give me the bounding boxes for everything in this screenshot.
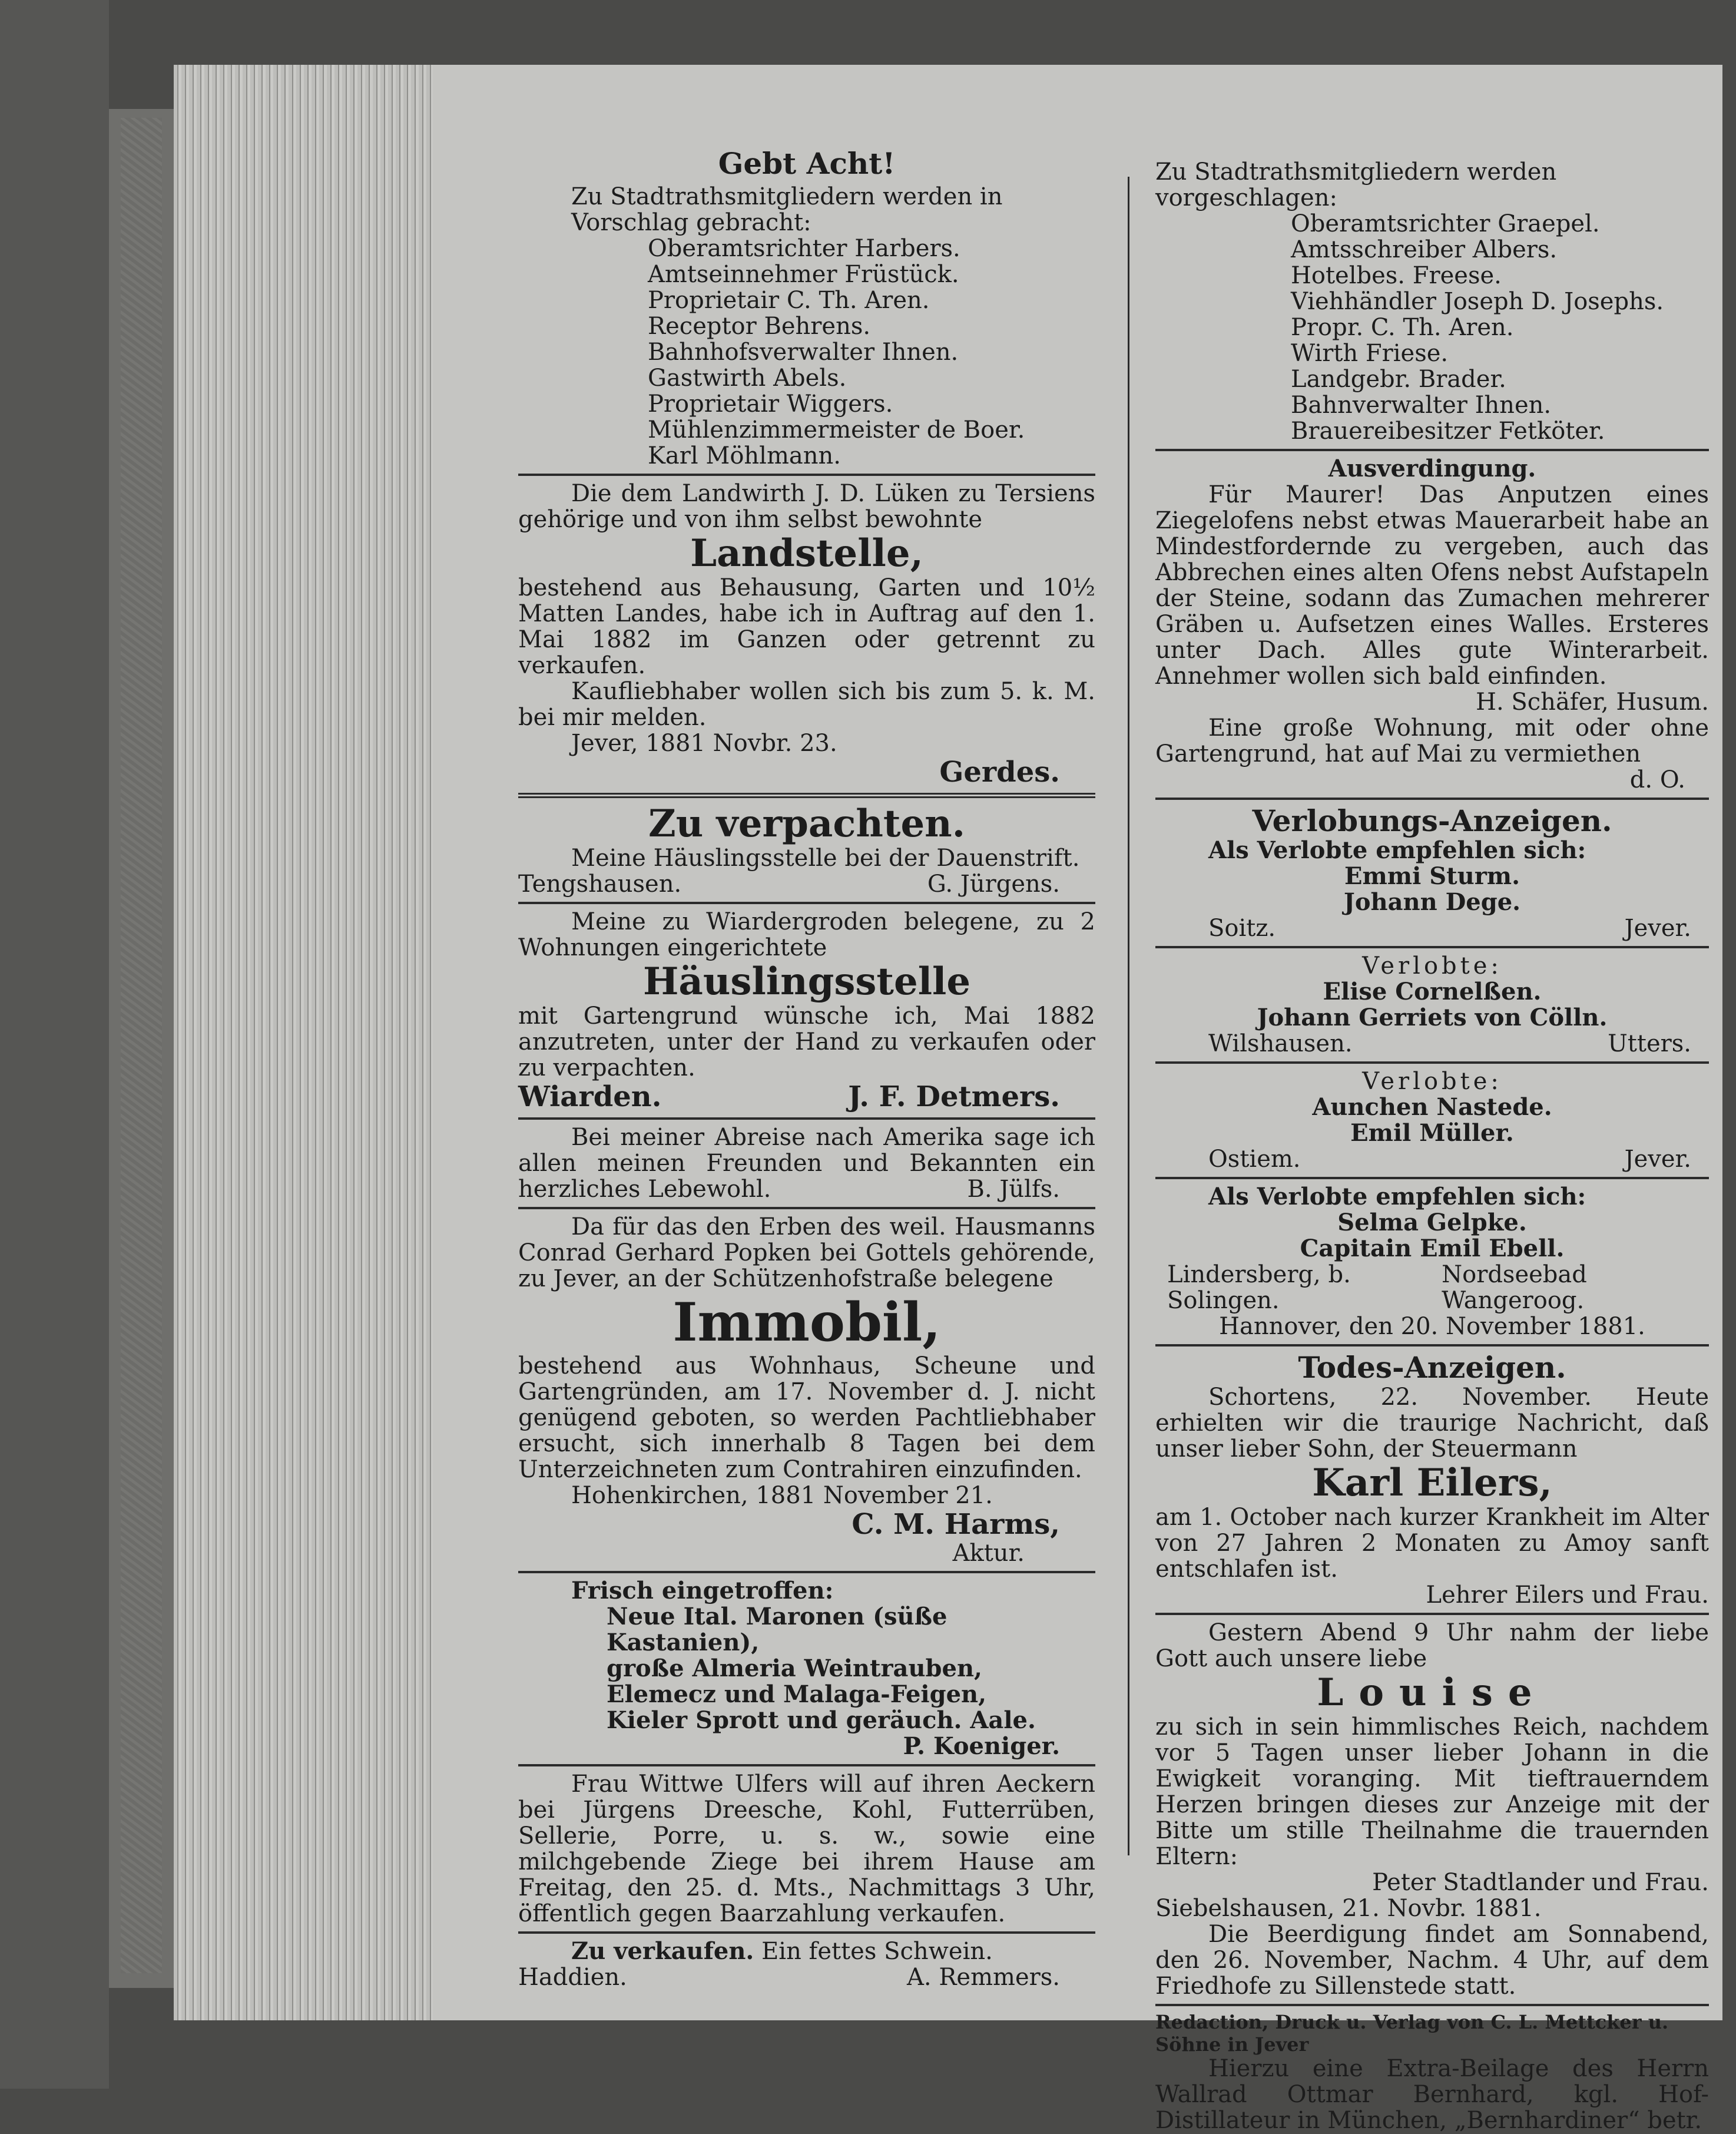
ad-place: Utters. — [1608, 1030, 1691, 1057]
product-list-item: Elemecz und Malaga-Feigen, — [607, 1680, 987, 1708]
ad-body: am 1. October nach kurzer Krankheit im Alter von 27 Jahren 2 Monaten zu Amoy sanft entschlafen ist. — [1155, 1504, 1709, 1583]
scan-background — [0, 0, 109, 2089]
ad-title: Zu verpachten. — [648, 802, 965, 846]
ad-body: Kaufliebhaber wollen sich bis zum 5. k. M. bei mir melden. — [518, 678, 1095, 731]
page-stack-edge — [174, 65, 433, 2020]
candidate-list-item: Proprietair C. Th. Aren. — [648, 287, 930, 314]
ad-body: zu sich in sein himmlisches Reich, nachdem vor 5 Tagen unser lieber Johann in die Ewigkeit voranging. Mit tieftrauerndem Herzen bringen dieses zur Anzeige mit der Bitte um stille Theilnahme die trauernden Eltern: — [1155, 1713, 1709, 1870]
product-list-item: Neue Ital. Maronen (süße Kastanien), — [607, 1603, 947, 1656]
section-title: Verlobungs-Anzeigen. — [1252, 803, 1612, 838]
ad-intro: Meine zu Wiardergroden belegene, zu 2 Wohnungen eingerichtete — [518, 908, 1095, 961]
ad-place: Lindersberg, b. Solingen. — [1167, 1261, 1351, 1314]
betrothed-name: Johann Dege. — [1343, 888, 1521, 916]
candidate-list-item: Gastwirth Abels. — [648, 365, 847, 392]
ad-body: Für Maurer! Das Anputzen eines Ziegelofens nebst etwas Mauerarbeit habe an Mindestfordernde zu vergeben, auch das Abbrechen eines alten Ofens nebst Aufstapeln der Steine, sodann das Zumachen mehrerer Gräben u. Aufsetzen eines Walles. Ersteres unter Dach. Alles gute Winterarbeit. Annehmer wollen sich bald einfinden. — [1155, 481, 1709, 690]
ad-body: Bei meiner Abreise nach Amerika sage ich allen meinen Freunden und Bekannten ein herzliches Lebewohl. — [518, 1124, 1095, 1203]
ad-intro: Schortens, 22. November. Heute erhielten wir die traurige Nachricht, daß unser lieber Sohn, der Steuermann — [1155, 1384, 1709, 1463]
ad-signature: Lehrer Eilers und Frau. — [1426, 1582, 1709, 1609]
candidate-list-item: Receptor Behrens. — [648, 313, 871, 340]
ad-signature: J. F. Detmers. — [848, 1080, 1060, 1113]
ad-signature: P. Koeniger. — [903, 1732, 1060, 1760]
section-title: Todes-Anzeigen. — [1298, 1350, 1566, 1385]
ad-separator — [518, 1931, 1095, 1934]
ad-body: mit Gartengrund wünsche ich, Mai 1882 anzutreten, unter der Hand zu verkaufen oder zu verpachten. — [518, 1003, 1095, 1081]
ad-body: Ein fettes Schwein. — [761, 1938, 993, 1965]
right-column — [1155, 147, 1709, 2133]
ad-separator — [1155, 1613, 1709, 1615]
candidate-list-item: Karl Möhlmann. — [648, 442, 841, 469]
imprint: Redaction, Druck u. Verlag von C. L. Mettcker u. Söhne in Jever — [1155, 2011, 1669, 2056]
ad-separator — [518, 793, 1095, 798]
left-column — [518, 147, 1095, 1990]
ad-footer — [1155, 1262, 1709, 1314]
ad-title: Immobil, — [672, 1291, 941, 1354]
deceased-name: Louise — [1317, 1670, 1548, 1715]
ad-body: Die Beerdigung findet am Sonnabend, den 26. November, Nachm. 4 Uhr, auf dem Friedhofe zu Sillenstede statt. — [1155, 1921, 1709, 2000]
candidate-list-item: Amtsschreiber Albers. — [1291, 236, 1558, 263]
ad-footer — [518, 1964, 1095, 1990]
ad-title: Zu verkaufen. — [571, 1937, 754, 1965]
betrothed-name: Emmi Sturm. — [1344, 862, 1520, 890]
book-cover-texture — [121, 118, 162, 1973]
ad-place: Soitz. — [1208, 915, 1276, 942]
ad-separator — [518, 1764, 1095, 1766]
candidate-list-item: Mühlenzimmermeister de Boer. — [648, 416, 1025, 444]
ad-body: Eine große Wohnung, mit oder ohne Gartengrund, hat auf Mai zu vermiethen — [1155, 714, 1709, 767]
betrothed-name: Elise Cornelßen. — [1323, 978, 1542, 1005]
candidate-list-item: Propr. C. Th. Aren. — [1291, 314, 1514, 341]
ad-separator — [1155, 449, 1709, 451]
ad-title: Verlobte: — [1362, 952, 1502, 980]
betrothed-name: Capitain Emil Ebell. — [1300, 1235, 1565, 1262]
ad-separator — [1155, 2004, 1709, 2006]
ad-body: bestehend aus Wohnhaus, Scheune und Gartengründen, am 17. November d. J. nicht genügend geboten, so werden Pachtliebhaber ersucht, sich innerhalb 8 Tagen bei dem Unterzeichneten zum Contrahiren einzufinden. — [518, 1352, 1095, 1483]
ad-title: Landstelle, — [690, 531, 923, 575]
ad-footer — [518, 1081, 1095, 1113]
ad-title: Gebt Acht! — [718, 146, 896, 181]
ad-place: Wiarden. — [518, 1080, 662, 1113]
ad-signature: Gerdes. — [939, 756, 1060, 789]
ad-signature: A. Remmers. — [907, 1964, 1060, 1991]
column-divider — [1128, 177, 1129, 1855]
ad-title: Frisch eingetroffen: — [571, 1577, 834, 1604]
ad-signature: C. M. Harms, — [852, 1508, 1060, 1541]
ad-intro: Zu Stadtrathsmitgliedern werden in Vorschlag gebracht: — [571, 183, 1003, 236]
ad-separator — [1155, 1344, 1709, 1346]
ad-intro: Als Verlobte empfehlen sich: — [1208, 1183, 1586, 1210]
ad-title: Verlobte: — [1362, 1068, 1502, 1095]
ad-title: Ausverdingung. — [1328, 455, 1536, 482]
ad-separator — [518, 1207, 1095, 1209]
ad-signature: Peter Stadtlander und Frau. — [1372, 1869, 1709, 1896]
betrothed-name: Selma Gelpke. — [1337, 1209, 1527, 1236]
ad-footer — [1155, 915, 1709, 941]
ad-place-date: Hannover, den 20. November 1881. — [1219, 1313, 1645, 1340]
candidate-list-item: Viehhändler Joseph D. Josephs. — [1291, 288, 1664, 315]
ad-place: Jever. — [1624, 915, 1691, 942]
ad-separator — [1155, 1061, 1709, 1064]
candidate-list-item: Wirth Friese. — [1291, 340, 1449, 367]
candidate-list-item: Bahnhofsverwalter Ihnen. — [648, 339, 959, 366]
ad-separator — [518, 1571, 1095, 1573]
ad-signature: d. O. — [1629, 766, 1685, 793]
ad-place-date: Siebelshausen, 21. Novbr. 1881. — [1155, 1895, 1542, 1922]
ad-body-line — [518, 1938, 1095, 1964]
ad-footer — [518, 871, 1095, 897]
candidate-list-item: Proprietair Wiggers. — [648, 391, 893, 418]
ad-place: Jever. — [1624, 1146, 1691, 1173]
ad-place: Nordseebad Wangeroog. — [1442, 1261, 1587, 1314]
candidate-list-item: Bahnverwalter Ihnen. — [1291, 392, 1552, 419]
ad-body: Meine Häuslingsstelle bei der Dauenstrift. — [571, 845, 1080, 872]
ad-signature: H. Schäfer, Husum. — [1476, 689, 1709, 716]
candidate-list-item: Oberamtsrichter Harbers. — [648, 235, 960, 262]
ad-intro: Die dem Landwirth J. D. Lüken zu Tersiens gehörige und von ihm selbst bewohnte — [518, 480, 1095, 533]
ad-separator — [518, 902, 1095, 904]
ad-place: Haddien. — [518, 1964, 627, 1991]
ad-place-date: Jever, 1881 Novbr. 23. — [571, 730, 837, 757]
ad-signature: G. Jürgens. — [927, 871, 1060, 898]
supplement-note: Hierzu eine Extra-Beilage des Herrn Wallrad Ottmar Bernhard, kgl. Hof-Distillateur in München, „Bernhardiner“ betr. — [1155, 2055, 1709, 2134]
betrothed-name: Emil Müller. — [1350, 1119, 1514, 1147]
ad-footer — [1155, 1146, 1709, 1172]
ad-place: Tengshausen. — [518, 871, 682, 898]
candidate-list-item: Hotelbes. Freese. — [1291, 262, 1502, 289]
ad-separator — [1155, 798, 1709, 800]
ad-separator — [518, 474, 1095, 476]
candidate-list-item: Oberamtsrichter Graepel. — [1291, 210, 1600, 237]
product-list-item: Kieler Sprott und geräuch. Aale. — [607, 1706, 1036, 1734]
ad-intro: Zu Stadtrathsmitgliedern werden vorgeschlagen: — [1155, 158, 1557, 211]
ad-place: Wilshausen. — [1208, 1030, 1353, 1057]
ad-place: Ostiem. — [1208, 1146, 1301, 1173]
ad-intro: Da für das den Erben des weil. Hausmanns Conrad Gerhard Popken bei Gottels gehörende, zu Jever, an der Schützenhofstraße belegene — [518, 1213, 1095, 1292]
ad-title: Häuslingsstelle — [642, 960, 971, 1004]
deceased-name: Karl Eilers, — [1312, 1461, 1552, 1505]
candidate-list-item: Amtseinnehmer Früstück. — [648, 261, 959, 288]
ad-intro: Gestern Abend 9 Uhr nahm der liebe Gott auch unsere liebe — [1155, 1619, 1709, 1672]
ad-signature-title: Aktur. — [952, 1540, 1025, 1567]
ad-separator — [1155, 946, 1709, 948]
betrothed-name: Johann Gerriets von Cölln. — [1257, 1004, 1608, 1031]
ad-separator — [518, 1117, 1095, 1120]
candidate-list-item: Brauereibesitzer Fetköter. — [1291, 418, 1605, 445]
ad-body: bestehend aus Behausung, Garten und 10½ Matten Landes, habe ich in Auftrag auf den 1. Mai 1882 im Ganzen oder getrennt zu verkaufen. — [518, 574, 1095, 679]
betrothed-name: Aunchen Nastede. — [1312, 1093, 1552, 1121]
product-list-item: große Almeria Weintrauben, — [607, 1655, 982, 1682]
ad-body: Frau Wittwe Ulfers will auf ihren Aeckern bei Jürgens Dreesche, Kohl, Futterrüben, Sellerie, Porre, u. s. w., sowie eine milchgebende Ziege bei ihrem Hause am Freitag, den 25. d. Mts., Nachmittags 3 Uhr, öffentlich gegen Baarzahlung verkaufen. — [518, 1771, 1095, 1927]
ad-intro: Als Verlobte empfehlen sich: — [1208, 836, 1586, 864]
ad-signature: B. Jülfs. — [967, 1176, 1060, 1203]
ad-separator — [1155, 1177, 1709, 1179]
ad-place-date: Hohenkirchen, 1881 November 21. — [571, 1482, 993, 1509]
ad-footer — [1155, 1031, 1709, 1057]
candidate-list-item: Landgebr. Brader. — [1291, 366, 1506, 393]
